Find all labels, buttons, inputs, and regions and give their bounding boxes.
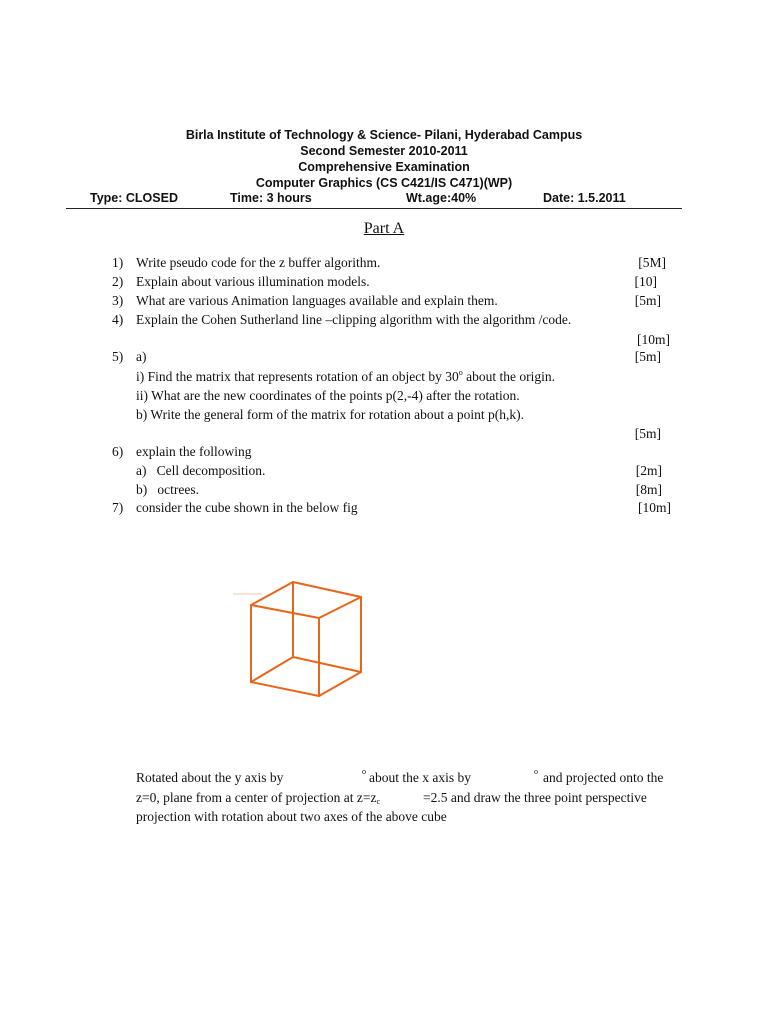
question-text: What are various Animation languages available and explain them. — [136, 293, 498, 308]
semester: Second Semester 2010-2011 — [300, 144, 468, 158]
exam-date: Date: 1.5.2011 — [543, 191, 626, 205]
question-marks: [5m] — [634, 293, 661, 308]
sub-question-text-start: i) Find the matrix that represents rotation of an object by 30 — [136, 369, 459, 384]
question-marks: [10m] — [637, 332, 670, 347]
exam-type: Type: CLOSED — [90, 191, 178, 205]
question-text: Explain about various illumination models. — [136, 274, 370, 289]
exam-title: Comprehensive Examination — [298, 160, 470, 174]
question-text: consider the cube shown in the below fig — [136, 500, 358, 515]
description-line-2 — [136, 788, 679, 808]
degree-symbol: o — [362, 767, 366, 776]
question-7-description — [136, 768, 679, 827]
header-divider — [66, 208, 682, 209]
question-number: 5) — [112, 349, 124, 364]
sub-question-text: a) Cell decomposition. — [136, 463, 266, 478]
question-number: 7) — [112, 500, 124, 515]
cube-edge — [251, 657, 293, 682]
question-text: a) — [136, 349, 147, 364]
degree-symbol: o — [534, 767, 538, 776]
exam-time: Time: 3 hours — [230, 191, 312, 205]
description-text: projection with rotation about two axes of the above cube — [136, 809, 447, 824]
cube-front-face — [251, 605, 319, 696]
question-marks: [5m] — [634, 349, 661, 364]
description-text: Rotated about the y axis by — [136, 770, 284, 785]
description-text: and projected onto the — [543, 770, 664, 785]
question-marks: [5m] — [634, 426, 661, 441]
description-text: about the x axis by — [369, 770, 471, 785]
sub-question-text: b) octrees. — [136, 482, 199, 497]
exam-weightage: Wt.age:40% — [406, 191, 477, 205]
question-number: 4) — [112, 312, 124, 327]
subscript-c: c — [376, 796, 381, 806]
description-text: =2.5 and draw the three point perspective — [423, 789, 647, 805]
description-text-start: z=0, plane from a center of projection at z=z — [136, 789, 377, 805]
question-number: 1) — [112, 255, 124, 270]
sub-question-text-end: about the origin. — [462, 369, 556, 384]
course-title: Computer Graphics (CS C421/IS C471)(WP) — [255, 176, 513, 190]
question-text: Write pseudo code for the z buffer algorithm. — [136, 255, 381, 270]
cube-back-face — [293, 582, 361, 672]
question-number: 3) — [112, 293, 124, 308]
question-text: explain the following — [136, 444, 252, 459]
sub-question-text: ii) What are the new coordinates of the points p(2,-4) after the rotation. — [136, 388, 520, 403]
question-text: Explain the Cohen Sutherland line –clipping algorithm with the algorithm /code. — [136, 312, 572, 327]
question-marks: [8m] — [635, 482, 662, 497]
question-marks: [10m] — [638, 500, 671, 515]
question-marks: [10] — [634, 274, 657, 289]
cube-edge — [319, 597, 361, 618]
cube-figure — [232, 575, 376, 705]
part-title: Part A — [363, 220, 405, 237]
description-line-1 — [136, 768, 679, 788]
question-number: 2) — [112, 274, 124, 289]
description-line-3 — [136, 807, 679, 827]
sub-question-text: b) Write the general form of the matrix for rotation about a point p(h,k). — [136, 407, 524, 422]
question-number: 6) — [112, 444, 124, 459]
question-marks: [2m] — [635, 463, 662, 478]
question-marks: [5M] — [638, 255, 666, 270]
cube-edge — [319, 672, 361, 696]
sub-question-text — [136, 368, 555, 386]
institute-name: Birla Institute of Technology & Science- Pilani, Hyderabad Campus — [185, 128, 583, 142]
description-text — [136, 788, 380, 808]
degree-symbol: o — [458, 368, 463, 377]
